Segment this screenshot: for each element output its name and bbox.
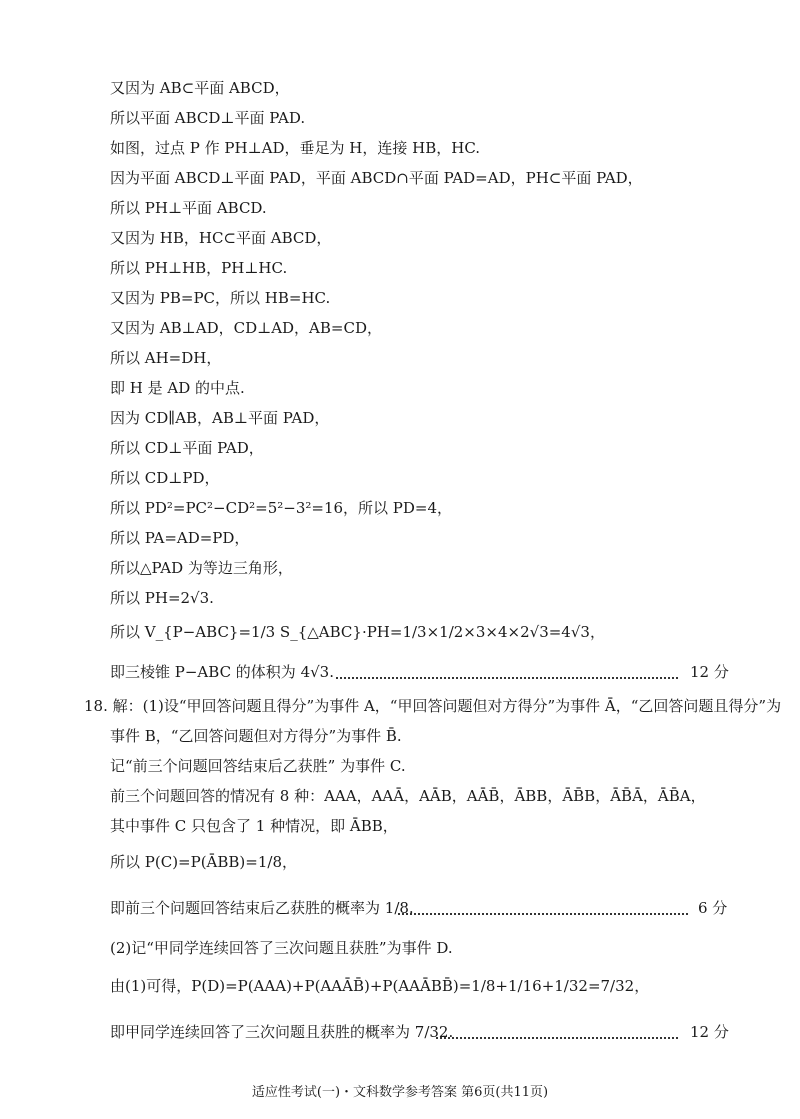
formula-line: 所以 V_{P−ABC}=1/3 S_{△ABC}·PH=1/3×1/2×3×4×2√3=4√3， (110, 623, 605, 641)
text-line: 又因为 AB⊂平面 ABCD， (110, 79, 290, 97)
text-line: 即三棱锥 P−ABC 的体积为 4√3. (110, 663, 334, 681)
text-line: 所以 PA=AD=PD， (110, 529, 250, 547)
page-footer: 适应性考试(一)・文科数学参考答案 第6页(共11页) (251, 1085, 549, 1100)
text-line: 18. 解：(1)设“甲回答问题且得分”为事件 A，“甲回答问题但对方得分”为事件 Ā，“乙回答问题且得分”为 (84, 697, 782, 715)
text-line: 所以 PH⊥平面 ABCD. (110, 199, 267, 217)
text-line: 前三个问题回答的情况有 8 种：AAA，AAĀ，AĀB，AĀB̄，ĀBB，ĀB̄B，ĀB̄Ā，ĀB̄A， (110, 787, 706, 805)
formula-line: 由(1)可得，P(D)=P(AAA)+P(AAĀB̄)+P(AAĀBB̄)=1/8+1/16+1/32=7/32， (110, 977, 650, 995)
text-line: 所以 CD⊥平面 PAD， (110, 439, 264, 457)
text-line: 所以△PAD 为等边三角形， (110, 559, 293, 577)
text-line: 因为平面 ABCD⊥平面 PAD，平面 ABCD∩平面 PAD=AD，PH⊂平面 PAD， (110, 169, 643, 187)
text-line: 又因为 HB，HC⊂平面 ABCD， (110, 229, 332, 247)
leader-dots (436, 1037, 678, 1039)
leader-dots (336, 677, 678, 679)
text-line: 所以平面 ABCD⊥平面 PAD. (110, 109, 306, 127)
score-label: 6 分 (698, 899, 728, 917)
text-line: 又因为 AB⊥AD，CD⊥AD，AB=CD， (110, 319, 382, 337)
text-line: 即 H 是 AD 的中点. (110, 379, 245, 397)
text-line: 所以 PH=2√3. (110, 589, 214, 607)
text-line: 所以 AH=DH， (110, 349, 222, 367)
score-label: 12 分 (690, 1023, 729, 1041)
text-line: 所以 PD²=PC²−CD²=5²−3²=16，所以 PD=4， (110, 499, 453, 517)
text-line: 所以 CD⊥PD， (110, 469, 220, 487)
text-line: (2)记“甲同学连续回答了三次问题且获胜”为事件 D. (110, 939, 453, 957)
text-line: 记“前三个问题回答结束后乙获胜” 为事件 C. (110, 757, 406, 775)
formula-line: 所以 P(C)=P(ĀBB)=1/8， (110, 853, 297, 871)
leader-dots (398, 913, 688, 915)
text-line: 事件 B，“乙回答问题但对方得分”为事件 B̄. (110, 727, 402, 745)
text-line: 如图，过点 P 作 PH⊥AD，垂足为 H，连接 HB，HC. (110, 139, 481, 157)
text-line: 因为 CD∥AB，AB⊥平面 PAD， (110, 409, 330, 427)
text-line: 即甲同学连续回答了三次问题且获胜的概率为 7/32. (110, 1023, 454, 1041)
text-line: 又因为 PB=PC，所以 HB=HC. (110, 289, 331, 307)
text-line: 即前三个问题回答结束后乙获胜的概率为 1/8. (110, 899, 414, 917)
text-line: 其中事件 C 只包含了 1 种情况，即 ĀBB， (110, 817, 398, 835)
text-line: 所以 PH⊥HB，PH⊥HC. (110, 259, 288, 277)
score-label: 12 分 (690, 663, 729, 681)
